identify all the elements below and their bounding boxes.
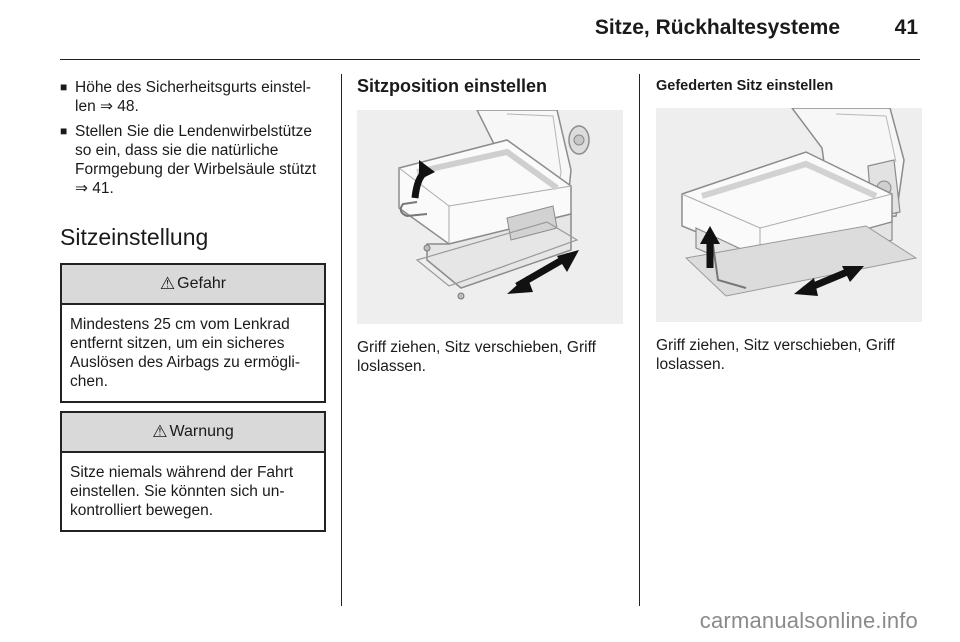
column-left [60,78,326,540]
caption-line: loslassen. [357,358,426,375]
warning-text-line: kontrolliert bewegen. [70,502,214,519]
figure-caption [357,338,623,376]
bullet-list [60,78,326,198]
column-middle [357,76,623,376]
bullet-text-line: Formgebung der Wirbelsäule stützt [75,161,317,178]
warning-box-body [62,453,324,530]
bullet-square-icon: ■ [60,80,68,94]
figure-caption [656,336,922,374]
danger-text-line: chen. [70,373,108,390]
bullet-item [60,78,326,116]
caption-line: Griff ziehen, Sitz verschieben, Griff [656,337,895,354]
column-right [656,76,922,374]
warning-box [60,411,326,532]
bullet-square-icon: ■ [60,124,68,138]
seat-adjustment-illustration-icon [357,110,623,324]
bullet-text-line: ⇒ 41. [75,180,114,197]
section-heading: Sitzeinstellung [60,224,209,250]
column-divider [639,74,640,606]
bullet-text-line: Höhe des Sicherheitsgurts einstel- [75,79,312,96]
danger-text-line: Auslösen des Airbags zu ermögli- [70,354,301,371]
warning-triangle-icon: ⚠ [152,422,168,441]
page-number: 41 [894,16,918,39]
warning-text-line: Sitze niemals während der Fahrt [70,464,294,481]
page-header-title: Sitze, Rückhaltesysteme [594,16,840,39]
warning-text-line: einstellen. Sie könnten sich un- [70,483,285,500]
danger-box [60,263,326,403]
danger-text-line: entfernt sitzen, um ein sicheres [70,335,285,352]
warning-box-title: Warnung [169,423,234,440]
caption-line: loslassen. [656,356,725,373]
danger-text-line: Mindestens 25 cm vom Lenkrad [70,316,290,333]
bullet-text-line: len ⇒ 48. [75,98,139,115]
danger-box-title: Gefahr [177,275,227,292]
caption-line: Griff ziehen, Sitz verschieben, Griff [357,339,596,356]
warning-triangle-icon: ⚠ [159,274,176,293]
danger-box-header [62,265,324,305]
subsection-heading: Gefederten Sitz einstellen [656,78,834,94]
bullet-text-line: Stellen Sie die Lendenwirbelstütze [75,123,312,140]
danger-box-body [62,305,324,401]
subsection-heading: Sitzposition einstellen [357,76,548,96]
warning-box-header [62,413,324,453]
sprung-seat-illustration-icon [656,108,922,322]
column-divider [341,74,342,606]
bullet-text-line: so ein, dass sie die natürliche [75,142,279,159]
header-rule [60,59,920,60]
watermark: carmanualsonline.info [699,608,918,633]
bullet-item [60,122,326,198]
